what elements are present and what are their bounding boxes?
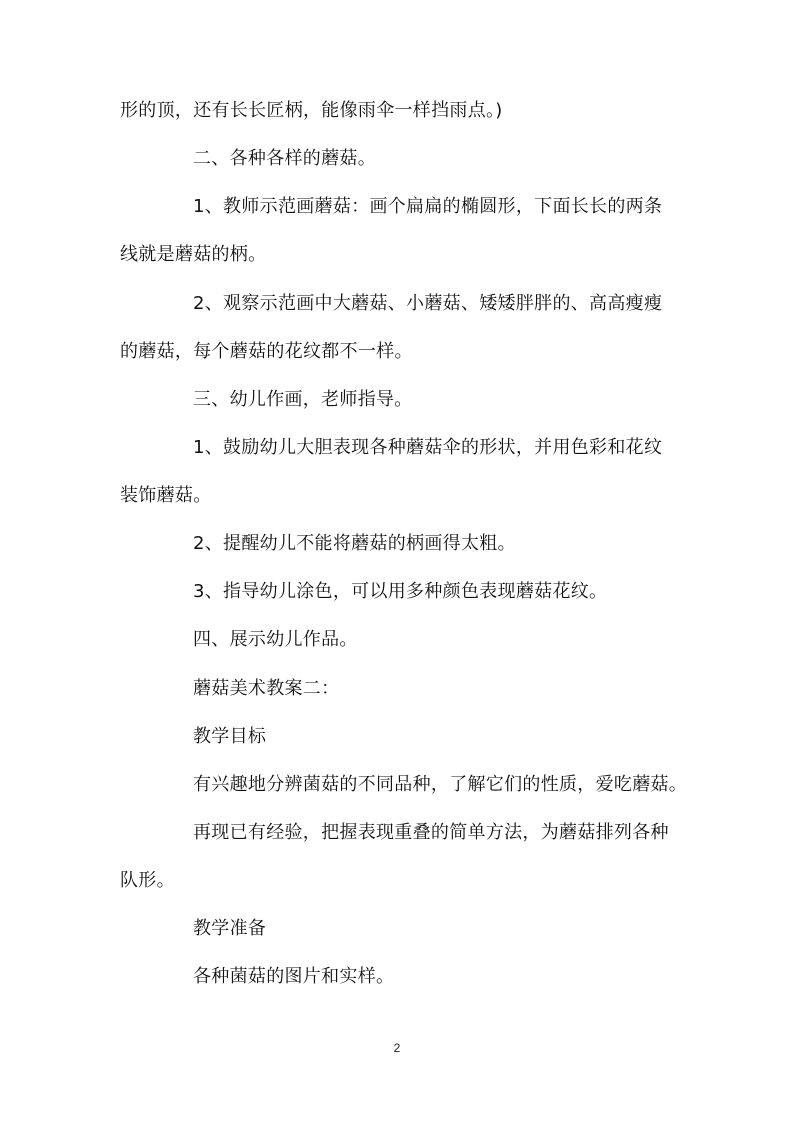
teaching-goals-heading: 教学目标 [193,726,267,747]
paragraph-line-15: 有兴趣地分辨菌菇的不同品种，了解它们的性质，爱吃蘑菇。 [193,774,688,795]
paragraph-line-19: 各种菌菇的图片和实样。 [193,966,395,987]
paragraph-line-4: 线就是蘑菇的柄。 [120,244,267,265]
paragraph-line-3: 1、教师示范画蘑菇：画个扁扁的椭圆形，下面长长的两条 [193,196,663,217]
section-heading-2: 二、各种各样的蘑菇。 [193,148,376,169]
paragraph-line-16: 再现已有经验，把握表现重叠的简单方法，为蘑菇排列各种 [193,822,669,843]
page-number: 2 [393,1041,401,1055]
paragraph-line-1: 形的顶，还有长长匠柄，能像雨伞一样挡雨点。) [120,100,503,121]
paragraph-line-6: 的蘑菇，每个蘑菇的花纹都不一样。 [120,341,413,362]
paragraph-line-9: 装饰蘑菇。 [120,485,212,506]
teaching-preparation-heading: 教学准备 [193,918,267,939]
paragraph-line-17: 队形。 [120,870,175,891]
section-heading-4: 四、展示幼儿作品。 [193,629,358,650]
paragraph-line-11: 3、指导幼儿涂色，可以用多种颜色表现蘑菇花纹。 [193,581,608,602]
paragraph-line-10: 2、提醒幼儿不能将蘑菇的柄画得太粗。 [193,533,516,554]
paragraph-line-8: 1、鼓励幼儿大胆表现各种蘑菇伞的形状，并用色彩和花纹 [193,437,663,458]
section-heading-3: 三、幼儿作画，老师指导。 [193,389,413,410]
lesson-plan-title: 蘑菇美术教案二： [193,678,340,699]
paragraph-line-5: 2、观察示范画中大蘑菇、小蘑菇、矮矮胖胖的、高高瘦瘦 [193,293,663,314]
